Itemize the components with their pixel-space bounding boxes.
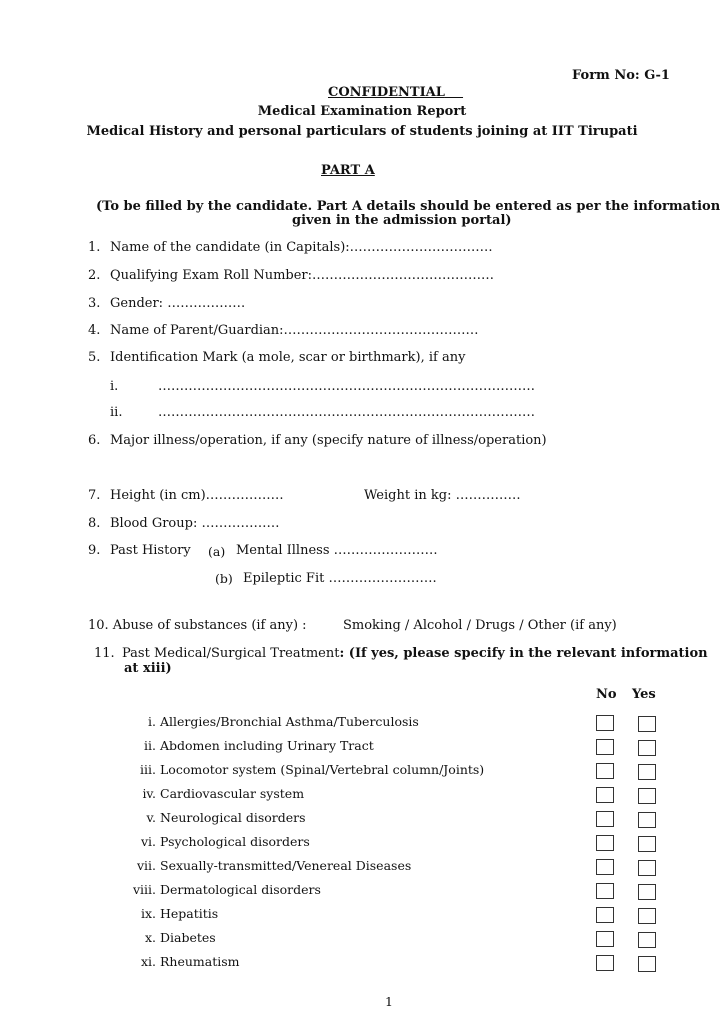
condition-label: Neurological disorders bbox=[160, 810, 306, 825]
field-major-illness[interactable] bbox=[88, 433, 547, 448]
no-checkbox[interactable] bbox=[596, 811, 614, 827]
instruction-line-2: given in the admission portal) bbox=[292, 213, 512, 228]
condition-label: Cardiovascular system bbox=[160, 786, 305, 801]
field-candidate-name[interactable] bbox=[88, 240, 493, 255]
condition-label: Diabetes bbox=[160, 930, 216, 945]
field-past-history bbox=[88, 543, 191, 558]
condition-numeral: iii. bbox=[140, 762, 156, 777]
substance-options[interactable]: Smoking / Alcohol / Drugs / Other (if any) bbox=[343, 618, 617, 633]
field-parent-name[interactable] bbox=[88, 323, 479, 338]
no-checkbox[interactable] bbox=[596, 739, 614, 755]
field-gender[interactable] bbox=[88, 296, 245, 311]
field-number: 9. bbox=[88, 543, 101, 558]
height-label: Height (in cm)……………… bbox=[110, 488, 284, 503]
condition-numeral: ix. bbox=[140, 906, 156, 921]
no-checkbox[interactable] bbox=[596, 907, 614, 923]
yes-checkbox[interactable] bbox=[638, 716, 656, 732]
field-label: Name of Parent/Guardian:……………………………………… bbox=[110, 323, 479, 338]
no-checkbox[interactable] bbox=[596, 883, 614, 899]
past-history-b-label: (b) bbox=[215, 571, 233, 586]
condition-numeral: ii. bbox=[144, 738, 156, 753]
no-checkbox[interactable] bbox=[596, 787, 614, 803]
mark-number: i. bbox=[110, 379, 119, 394]
yes-checkbox[interactable] bbox=[638, 932, 656, 948]
field-past-treatment bbox=[94, 646, 708, 661]
mark-number: ii. bbox=[110, 405, 123, 420]
condition-numeral: x. bbox=[144, 930, 156, 945]
field-number: 6. bbox=[88, 433, 101, 448]
field-label: Gender: ……………… bbox=[110, 296, 246, 311]
yes-checkbox[interactable] bbox=[638, 812, 656, 828]
field-label: Name of the candidate (in Capitals):…………………………… bbox=[110, 240, 493, 255]
field-identification-mark bbox=[88, 350, 465, 365]
yes-checkbox[interactable] bbox=[638, 764, 656, 780]
yes-checkbox[interactable] bbox=[638, 860, 656, 876]
field-mental-illness[interactable]: Mental Illness …………………… bbox=[236, 543, 438, 558]
condition-label: Allergies/Bronchial Asthma/Tuberculosis bbox=[160, 714, 419, 729]
no-checkbox[interactable] bbox=[596, 835, 614, 851]
field-number: 1. bbox=[88, 240, 101, 255]
condition-numeral: vi. bbox=[140, 834, 156, 849]
field-note: : (If yes, please specify in the relevant information bbox=[339, 646, 708, 661]
condition-label: Dermatological disorders bbox=[160, 882, 321, 897]
report-subtitle: Medical History and personal particulars of students joining at IIT Tirupati bbox=[86, 124, 638, 139]
condition-numeral: xi. bbox=[140, 954, 156, 969]
condition-numeral: iv. bbox=[142, 786, 156, 801]
condition-label: Locomotor system (Spinal/Vertebral column/Joints) bbox=[160, 762, 485, 777]
field-number: 5. bbox=[88, 350, 101, 365]
yes-checkbox[interactable] bbox=[638, 836, 656, 852]
identification-mark-input[interactable]: …………………………………………………………………………… bbox=[158, 379, 535, 394]
condition-numeral: v. bbox=[146, 810, 156, 825]
confidential-label: CONFIDENTIAL bbox=[328, 85, 445, 100]
part-heading: PART A bbox=[321, 163, 375, 178]
condition-label: Abdomen including Urinary Tract bbox=[160, 738, 374, 753]
yes-checkbox[interactable] bbox=[638, 788, 656, 804]
field-number: 4. bbox=[88, 323, 101, 338]
condition-label: Psychological disorders bbox=[160, 834, 310, 849]
instruction-line-1: (To be filled by the candidate. Part A details should be entered as per the information bbox=[96, 199, 721, 214]
field-epileptic-fit[interactable]: Epileptic Fit ……………………. bbox=[243, 571, 437, 586]
field-note-continued: at xiii) bbox=[124, 661, 172, 676]
no-checkbox[interactable] bbox=[596, 859, 614, 875]
field-label: Qualifying Exam Roll Number:…………………………………… bbox=[110, 268, 495, 283]
yes-checkbox[interactable] bbox=[638, 884, 656, 900]
field-number: 7. bbox=[88, 488, 101, 503]
page-number: 1 bbox=[385, 994, 393, 1009]
no-checkbox[interactable] bbox=[596, 955, 614, 971]
field-label: Past Medical/Surgical Treatment bbox=[122, 646, 340, 661]
field-number: 8. bbox=[88, 516, 101, 531]
field-blood-group[interactable] bbox=[88, 516, 279, 531]
past-history-a-label: (a) bbox=[208, 544, 226, 559]
condition-label: Rheumatism bbox=[160, 954, 240, 969]
condition-label: Hepatitis bbox=[160, 906, 219, 921]
field-number: 11. bbox=[94, 646, 115, 661]
no-checkbox[interactable] bbox=[596, 763, 614, 779]
yes-checkbox[interactable] bbox=[638, 956, 656, 972]
field-label: Past History bbox=[110, 543, 191, 558]
field-roll-number[interactable] bbox=[88, 268, 494, 283]
yes-checkbox[interactable] bbox=[638, 740, 656, 756]
identification-mark-input[interactable]: …………………………………………………………………………… bbox=[158, 405, 535, 420]
condition-numeral: viii. bbox=[132, 882, 156, 897]
field-label: Identification Mark (a mole, scar or birthmark), if any bbox=[110, 350, 466, 365]
field-weight[interactable]: Weight in kg: …………… bbox=[364, 488, 521, 503]
field-label: Major illness/operation, if any (specify nature of illness/operation) bbox=[110, 433, 547, 448]
no-checkbox[interactable] bbox=[596, 931, 614, 947]
yes-checkbox[interactable] bbox=[638, 908, 656, 924]
condition-numeral: i. bbox=[148, 714, 156, 729]
condition-label: Sexually-transmitted/Venereal Diseases bbox=[160, 858, 412, 873]
field-number: 2. bbox=[88, 268, 101, 283]
field-substance-abuse: 10. Abuse of substances (if any) : bbox=[88, 618, 307, 633]
column-yes: Yes bbox=[632, 687, 656, 702]
field-height[interactable] bbox=[88, 488, 284, 503]
no-checkbox[interactable] bbox=[596, 715, 614, 731]
field-number: 3. bbox=[88, 296, 101, 311]
report-title: Medical Examination Report bbox=[257, 104, 467, 119]
condition-numeral: vii. bbox=[136, 858, 156, 873]
field-label: Blood Group: ……………… bbox=[110, 516, 280, 531]
form-number: Form No: G-1 bbox=[572, 68, 670, 83]
column-no: No bbox=[596, 687, 617, 702]
